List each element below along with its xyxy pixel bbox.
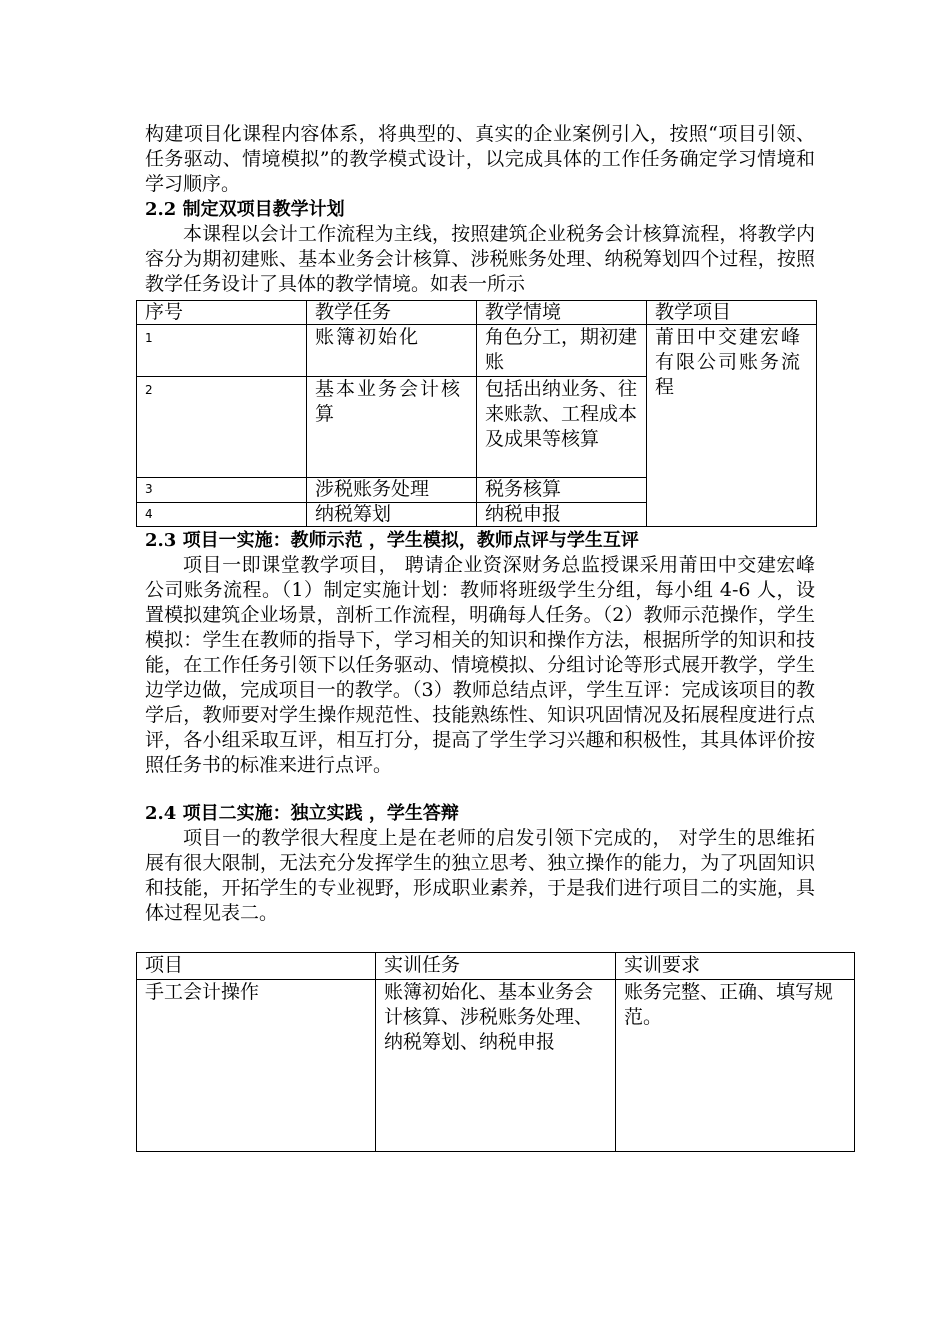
table1-header-project: 教学项目 xyxy=(647,301,817,325)
intro-paragraph: 构建项目化课程内容体系，将典型的、真实的企业案例引入，按照“项目引领、任务驱动、情境模拟”的教学模式设计，以完成具体的工作任务确定学习情境和学习顺序。 xyxy=(145,123,815,195)
table2-req-cell: 账务完整、正确、填写规范。 xyxy=(616,980,855,1152)
table1-row3-task: 涉税账务处理 xyxy=(307,478,477,503)
table1-row2-scene: 包括出纳业务、往来账款、工程成本及成果等核算 xyxy=(477,377,647,478)
table-row xyxy=(137,980,855,1152)
table1-row2-task: 基本业务会计核算 xyxy=(307,377,477,478)
table1-row1-task: 账簿初始化 xyxy=(307,325,477,377)
training-table xyxy=(136,952,855,1152)
table1-row1-scene: 角色分工，期初建账 xyxy=(477,325,647,377)
table2-task-cell: 账簿初始化、基本业务会计核算、涉税账务处理、纳税筹划、纳税申报 xyxy=(376,980,616,1152)
table2-header-req: 实训要求 xyxy=(616,953,855,980)
table2-header-project: 项目 xyxy=(137,953,376,980)
section-2-4-heading: 2.4 项目二实施：独立实践 ，学生答辩 xyxy=(145,803,459,824)
section-2-3-paragraph: 项目一即课堂教学项目， 聘请企业资深财务总监授课采用莆田中交建宏峰公司账务流程。（1）制定实施计划：教师将班级学生分组，每小组 4-6 人，设置模拟建筑企业场景，剖析工作流程，明确每人任务。（2）教师示范操作，学生模拟：学生在教师的指导下，学习相关的知识和操作方法，根据所学的知识和技能，在工作任务引领下以任务驱动、情境模拟、分组讨论等形式展开教学，学生边学边做，完成项目一的教学。（3）教师总结点评，学生互评：完成该项目的教学后，教师要对学生操作规范性、技能熟练性、知识巩固情况及拓展程度进行点评，各小组采取互评，相互打分，提高了学生学习兴趣和积极性，其具体评价按照任务书的标准来进行点评。 xyxy=(145,554,815,776)
table2-header-task: 实训任务 xyxy=(376,953,616,980)
table1-row4-no: 4 xyxy=(137,503,307,527)
table1-project-cell: 莆田中交建宏峰有限公司账务流程 xyxy=(647,325,817,527)
section-2-2-heading: 2.2 制定双项目教学计划 xyxy=(145,199,345,220)
table1-row4-scene: 纳税申报 xyxy=(477,503,647,527)
table1-header-scene: 教学情境 xyxy=(477,301,647,325)
table1-header-no: 序号 xyxy=(137,301,307,325)
table1-row3-scene: 税务核算 xyxy=(477,478,647,503)
table1-row1-no: 1 xyxy=(137,325,307,377)
table2-project-cell: 手工会计操作 xyxy=(137,980,376,1152)
table1-row3-no: 3 xyxy=(137,478,307,503)
section-2-2-paragraph: 本课程以会计工作流程为主线，按照建筑企业税务会计核算流程，将教学内容分为期初建账、基本业务会计核算、涉税账务处理、纳税筹划四个过程，按照教学任务设计了具体的教学情境。如表一所示 xyxy=(145,223,815,295)
teaching-plan-table xyxy=(136,300,817,527)
table-row xyxy=(137,325,817,377)
table1-header-row xyxy=(137,301,817,325)
table2-header-row xyxy=(137,953,855,980)
table1-header-task: 教学任务 xyxy=(307,301,477,325)
table1-row4-task: 纳税筹划 xyxy=(307,503,477,527)
section-2-3-heading: 2.3 项目一实施：教师示范 ，学生模拟，教师点评与学生互评 xyxy=(145,530,639,551)
table1-row2-no: 2 xyxy=(137,377,307,478)
section-2-4-paragraph: 项目一的教学很大程度上是在老师的启发引领下完成的， 对学生的思维拓展有很大限制，无法充分发挥学生的独立思考、独立操作的能力，为了巩固知识和技能，开拓学生的专业视野，形成职业素养，于是我们进行项目二的实施，具体过程见表二。 xyxy=(145,827,815,924)
